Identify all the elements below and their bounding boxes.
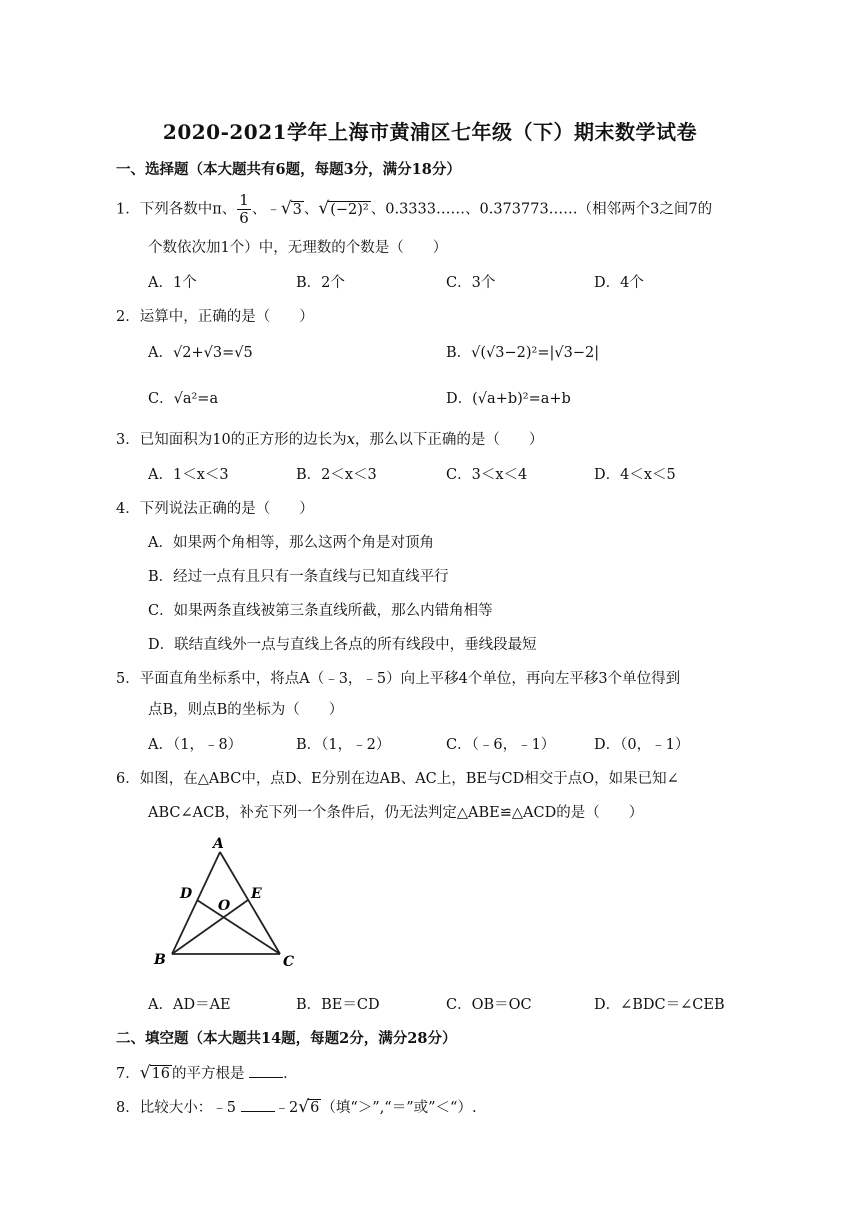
q6-option-c: C．OB＝OC [446, 997, 532, 1013]
label-c: C [283, 954, 295, 970]
q2-option-a-expr: √2+√3=√5 [172, 345, 253, 361]
q3-option-b: B．2＜x＜3 [296, 467, 377, 483]
sqrt-neg2-squared: (−2)² [330, 201, 369, 218]
question-4-stem: 4．下列说法正确的是（ ） [116, 501, 314, 517]
q2-option-c-expr: √a²=a [173, 391, 219, 407]
q2-option-d-expr: (√a+b)²=a+b [472, 391, 571, 407]
q1-option-c: C．3个 [446, 275, 496, 291]
q6-option-d: D．∠BDC＝∠CEB [594, 997, 725, 1013]
label-a: A [213, 836, 224, 852]
page-title: 2020-2021学年上海市黄浦区七年级（下）期末数学试卷 [162, 120, 698, 144]
q4-option-c: C．如果两条直线被第三条直线所截，那么内错角相等 [148, 603, 493, 619]
q1-option-b: B．2个 [296, 275, 345, 291]
question-1-line-1: 1．下列各数中π、 $\frac{1}{6}$ 、﹣√3 、√(−2)² 、0.3333……、0.373773……（相邻两个3之间7的 [116, 191, 713, 227]
q4-option-a: A．如果两个角相等，那么这两个角是对顶角 [148, 535, 434, 551]
section-heading-fill: 二、填空题（本大题共14题，每题2分，满分28分） [116, 1030, 457, 1047]
sqrt-16: 16 [151, 1066, 171, 1082]
label-b: B [154, 952, 166, 968]
q6-option-a: A．AD＝AE [148, 997, 231, 1013]
q5-option-d: D．（0，﹣1） [594, 737, 690, 753]
question-5-line-1: 5．平面直角坐标系中，将点A（﹣3，﹣5）向上平移4个单位，再向左平移3个单位得到 [116, 671, 681, 687]
question-3-stem: 3．已知面积为10的正方形的边长为x，那么以下正确的是（ ） [116, 432, 544, 448]
q4-option-b: B．经过一点有且只有一条直线与已知直线平行 [148, 569, 449, 585]
q5-option-a: A．（1，﹣8） [148, 737, 243, 753]
q2-option-a: A．√2+√3=√5 [148, 345, 253, 361]
fraction-one-sixth: $\frac{1}{6}$ [239, 191, 249, 227]
question-8: 8．比较大小：﹣5 ﹣2√6 （填“＞”,“＝”或”＜“）. [116, 1097, 477, 1117]
sqrt-6: 6 [310, 1100, 320, 1116]
question-2-stem: 2．运算中，正确的是（ ） [116, 309, 314, 325]
label-o: O [218, 898, 231, 914]
q2-option-c: C．√a²=a [148, 391, 219, 407]
question-1-line-2: 个数依次加1个）中，无理数的个数是（ ） [148, 240, 448, 256]
sqrt-3: 3 [292, 201, 302, 218]
label-e: E [251, 886, 262, 902]
answer-blank[interactable] [249, 1065, 283, 1078]
q5-option-c: C．（﹣6，﹣1） [446, 737, 556, 753]
section-heading-choice: 一、选择题（本大题共有6题，每题3分，满分18分） [116, 161, 461, 178]
label-d: D [180, 886, 193, 902]
q3-option-d: D．4＜x＜5 [594, 467, 676, 483]
q6-option-b: B．BE＝CD [296, 997, 380, 1013]
q2-option-b-expr: √(√3−2)²=|√3−2| [471, 345, 600, 361]
q5-option-b: B．（1，﹣2） [296, 737, 391, 753]
triangle-figure [150, 830, 300, 980]
side-ab [172, 852, 220, 954]
q3-option-a: A．1＜x＜3 [148, 467, 229, 483]
q1-option-d: D．4个 [594, 275, 644, 291]
q2-option-b: B．√(√3−2)²=|√3−2| [446, 345, 600, 361]
question-7: 7．√16 的平方根是 ． [116, 1063, 298, 1083]
question-6-line-1: 6．如图，在△ABC中，点D、E分别在边AB、AC上，BE与CD相交于点O，如果已知∠ [116, 771, 679, 787]
q1-option-a: A．1个 [148, 275, 197, 291]
question-5-line-2: 点B，则点B的坐标为（ ） [148, 702, 344, 718]
q4-option-d: D．联结直线外一点与直线上各点的所有线段中，垂线段最短 [148, 637, 537, 653]
question-6-line-2: ABC∠ACB，补充下列一个条件后，仍无法判定△ABE≌△ACD的是（ ） [148, 805, 644, 821]
q2-option-d: D．(√a+b)²=a+b [446, 391, 571, 407]
q3-option-c: C．3＜x＜4 [446, 467, 528, 483]
answer-blank[interactable] [241, 1099, 275, 1112]
